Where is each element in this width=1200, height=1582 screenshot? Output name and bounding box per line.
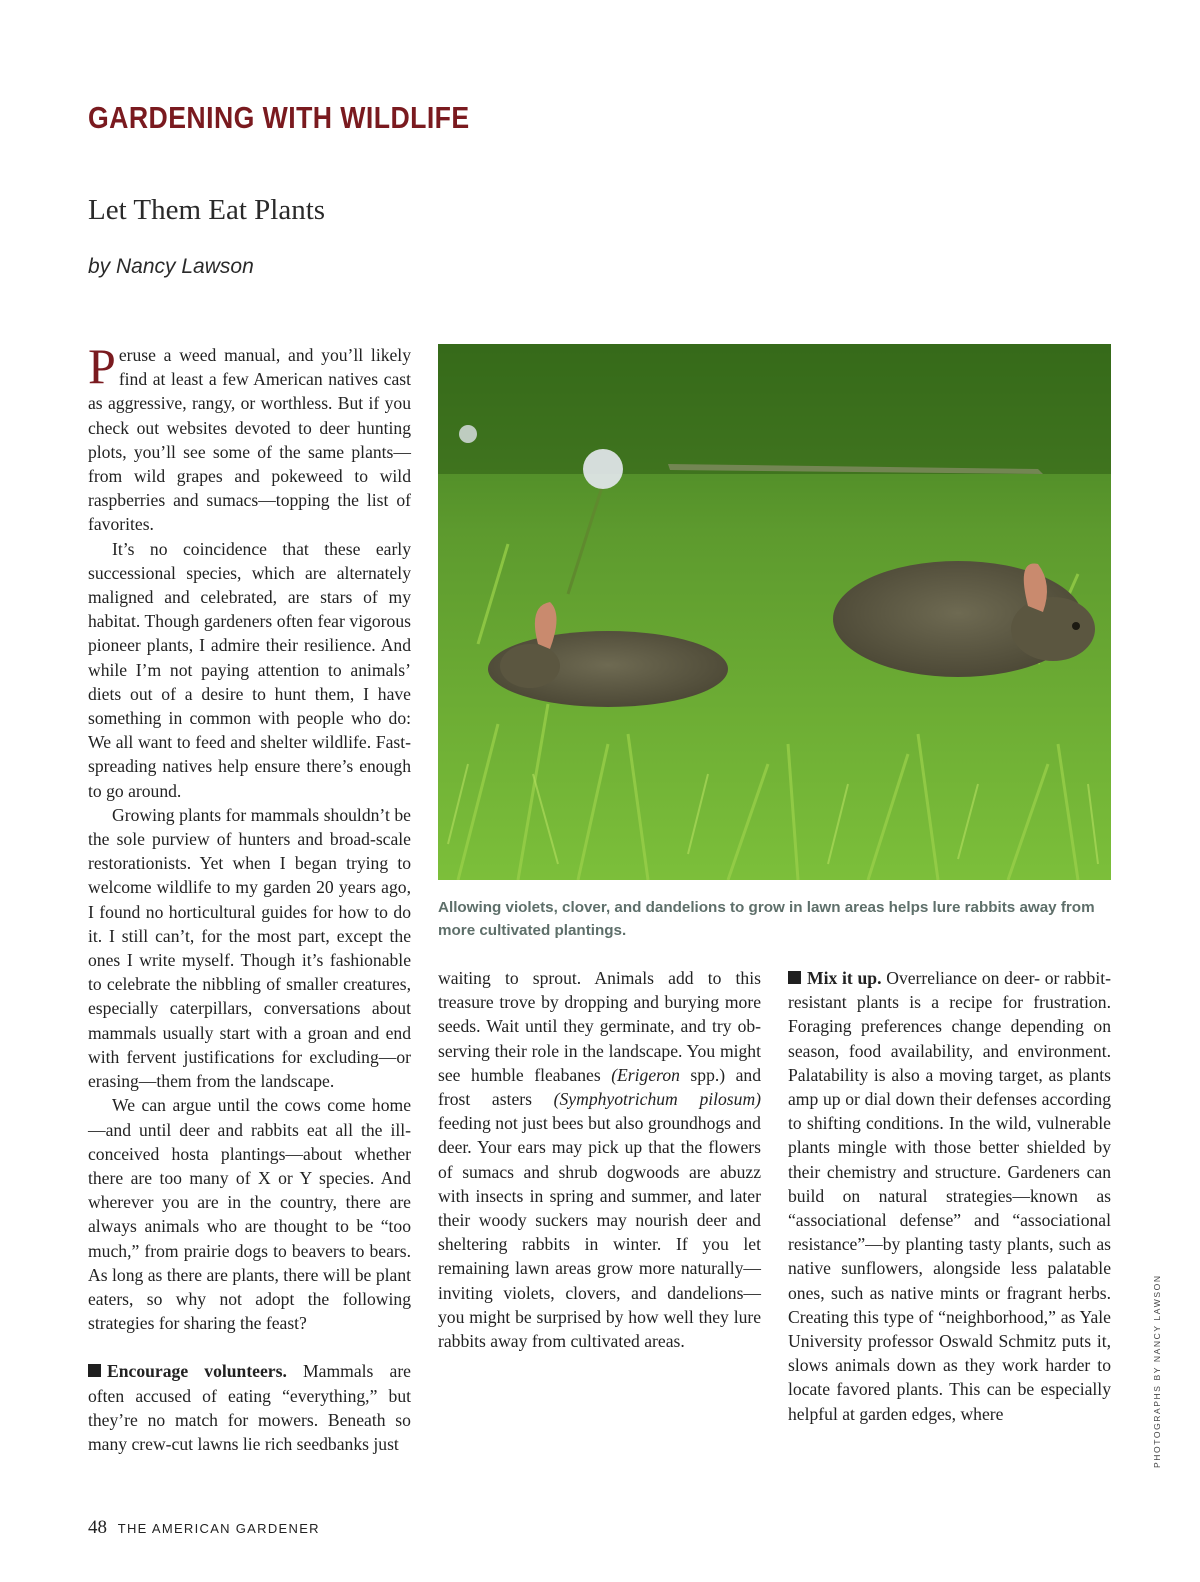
rabbits-photo: [438, 344, 1111, 880]
article-title: Let Them Eat Plants: [88, 194, 326, 226]
paragraph-1: Peruse a weed manual, and you’ll likely find at least a few American natives cast as aggressive, rangy, or worthless. But if you check out websites devoted to deer hunting plots, you’ll see some of the same plants—from wild grapes and pokeweed to wild raspberries and sumacs—topping the list of favorites.: [88, 338, 411, 535]
bullet-square-icon: [88, 1364, 101, 1377]
strategy-mix-it-up: Mix it up. Overreliance on deer- or rabbit-resistant plants is a recipe for frustration. Foraging preferences change depending on season, food availability, and environment. Palatability is also a moving target, as plants amp up or dial down their defenses according to shifting conditions. In the wild, vulnerable plants mingle with those better shielded by their chemistry and structure. Gardeners can build on natural strategies—known as “associational defense” and “associational resistance”—by planting tasty plants, such as native sunflowers, alongside less palatable ones, such as native mints or fragrant herbs. Creating this type of “neighborhood,” as Yale University professor Oswald Schmitz puts it, slows animals down as they work harder to locate favored plants. This can be especially helpful at garden edges, where: [788, 968, 1111, 1424]
column-1: [88, 338, 412, 1456]
column-3: [788, 966, 1111, 1426]
column-2: [438, 966, 761, 1353]
paragraph-2: It’s no coincidence that these early successional species, which are alternately maligned and celebrated, are stars of my habitat. Though gardeners often fear vigorous pioneer plants, I admire their resilience. And while I’m not paying attention to animals’ diets out of a desire to hunt them, I have something in common with people who do: We all want to feed and shelter wildlife. Fast-spreading natives help ensure there’s enough to go around.: [88, 538, 411, 801]
bullet-square-icon: [788, 971, 801, 984]
section-heading: GARDENING WITH WILDLIFE: [88, 100, 470, 135]
publication-name: THE AMERICAN GARDENER: [117, 1521, 320, 1536]
photo-caption: Allowing violets, clover, and dandelions to grow in lawn areas helps lure rabbits away from more cultivated plantings.: [438, 899, 1095, 939]
paragraph-4: We can argue until the cows come home—and until deer and rabbits eat all the ill-conceived hosta plantings—about whether there are too many of X or Y species. And wherever you are in the country, there are always animals who are thought to be “too much,” from prairie dogs to beavers to bears. As long as there are plants, there will be plant eaters, so why not adopt the following strategies for sharing the feast?: [88, 1095, 411, 1334]
strategy-encourage-volunteers: Encourage volunteers. Mammals are often accused of eating “everything,” but they’re no match for mowers. Beneath so many crew-cut lawns lie rich seedbanks just: [88, 1361, 412, 1454]
photo-illustration: [438, 344, 1111, 880]
page-number: 48: [88, 1517, 107, 1538]
photo-credit: PHOTOGRAPHS BY NANCY LAWSON: [1152, 1274, 1162, 1468]
drop-cap: P: [88, 338, 116, 394]
byline: by Nancy Lawson: [88, 255, 254, 278]
page-footer: [88, 1517, 320, 1539]
paragraph-3: Growing plants for mammals shouldn’t be the sole purview of hunters and broad-scale restorationists. Yet when I began trying to welcome wildlife to my garden 20 years ago, I found no horticultural guides for how to do it. I still can’t, for the most part, except the ones I write myself. Though it’s fashionable to celebrate the nibbling of smaller creatures, especially caterpillars, conversations about mammals usually start with a groan and end with fervent justifications for excluding—or erasing—them from the landscape.: [88, 804, 411, 1092]
strategy-encourage-volunteers-continued: waiting to sprout. Animals add to this treasure trove by dropping and burying more seeds. Wait until they germinate, and try observing their role in the landscape. You might see humble fleabanes (Erigeron spp.) and frost asters (Symphyotrichum pilosum) feeding not just bees but also groundhogs and deer. Your ears may pick up that the flowers of sumacs and shrub dogwoods are abuzz with insects in spring and summer, and later their woody suckers may nourish deer and sheltering rabbits in winter. If you let remaining lawn areas grow more naturally—inviting violets, clovers, and dandelions—you might be surprised by how well they lure rabbits away from cultivated areas.: [438, 968, 762, 1352]
subhead-mix-it-up: Mix it up.: [807, 968, 882, 988]
